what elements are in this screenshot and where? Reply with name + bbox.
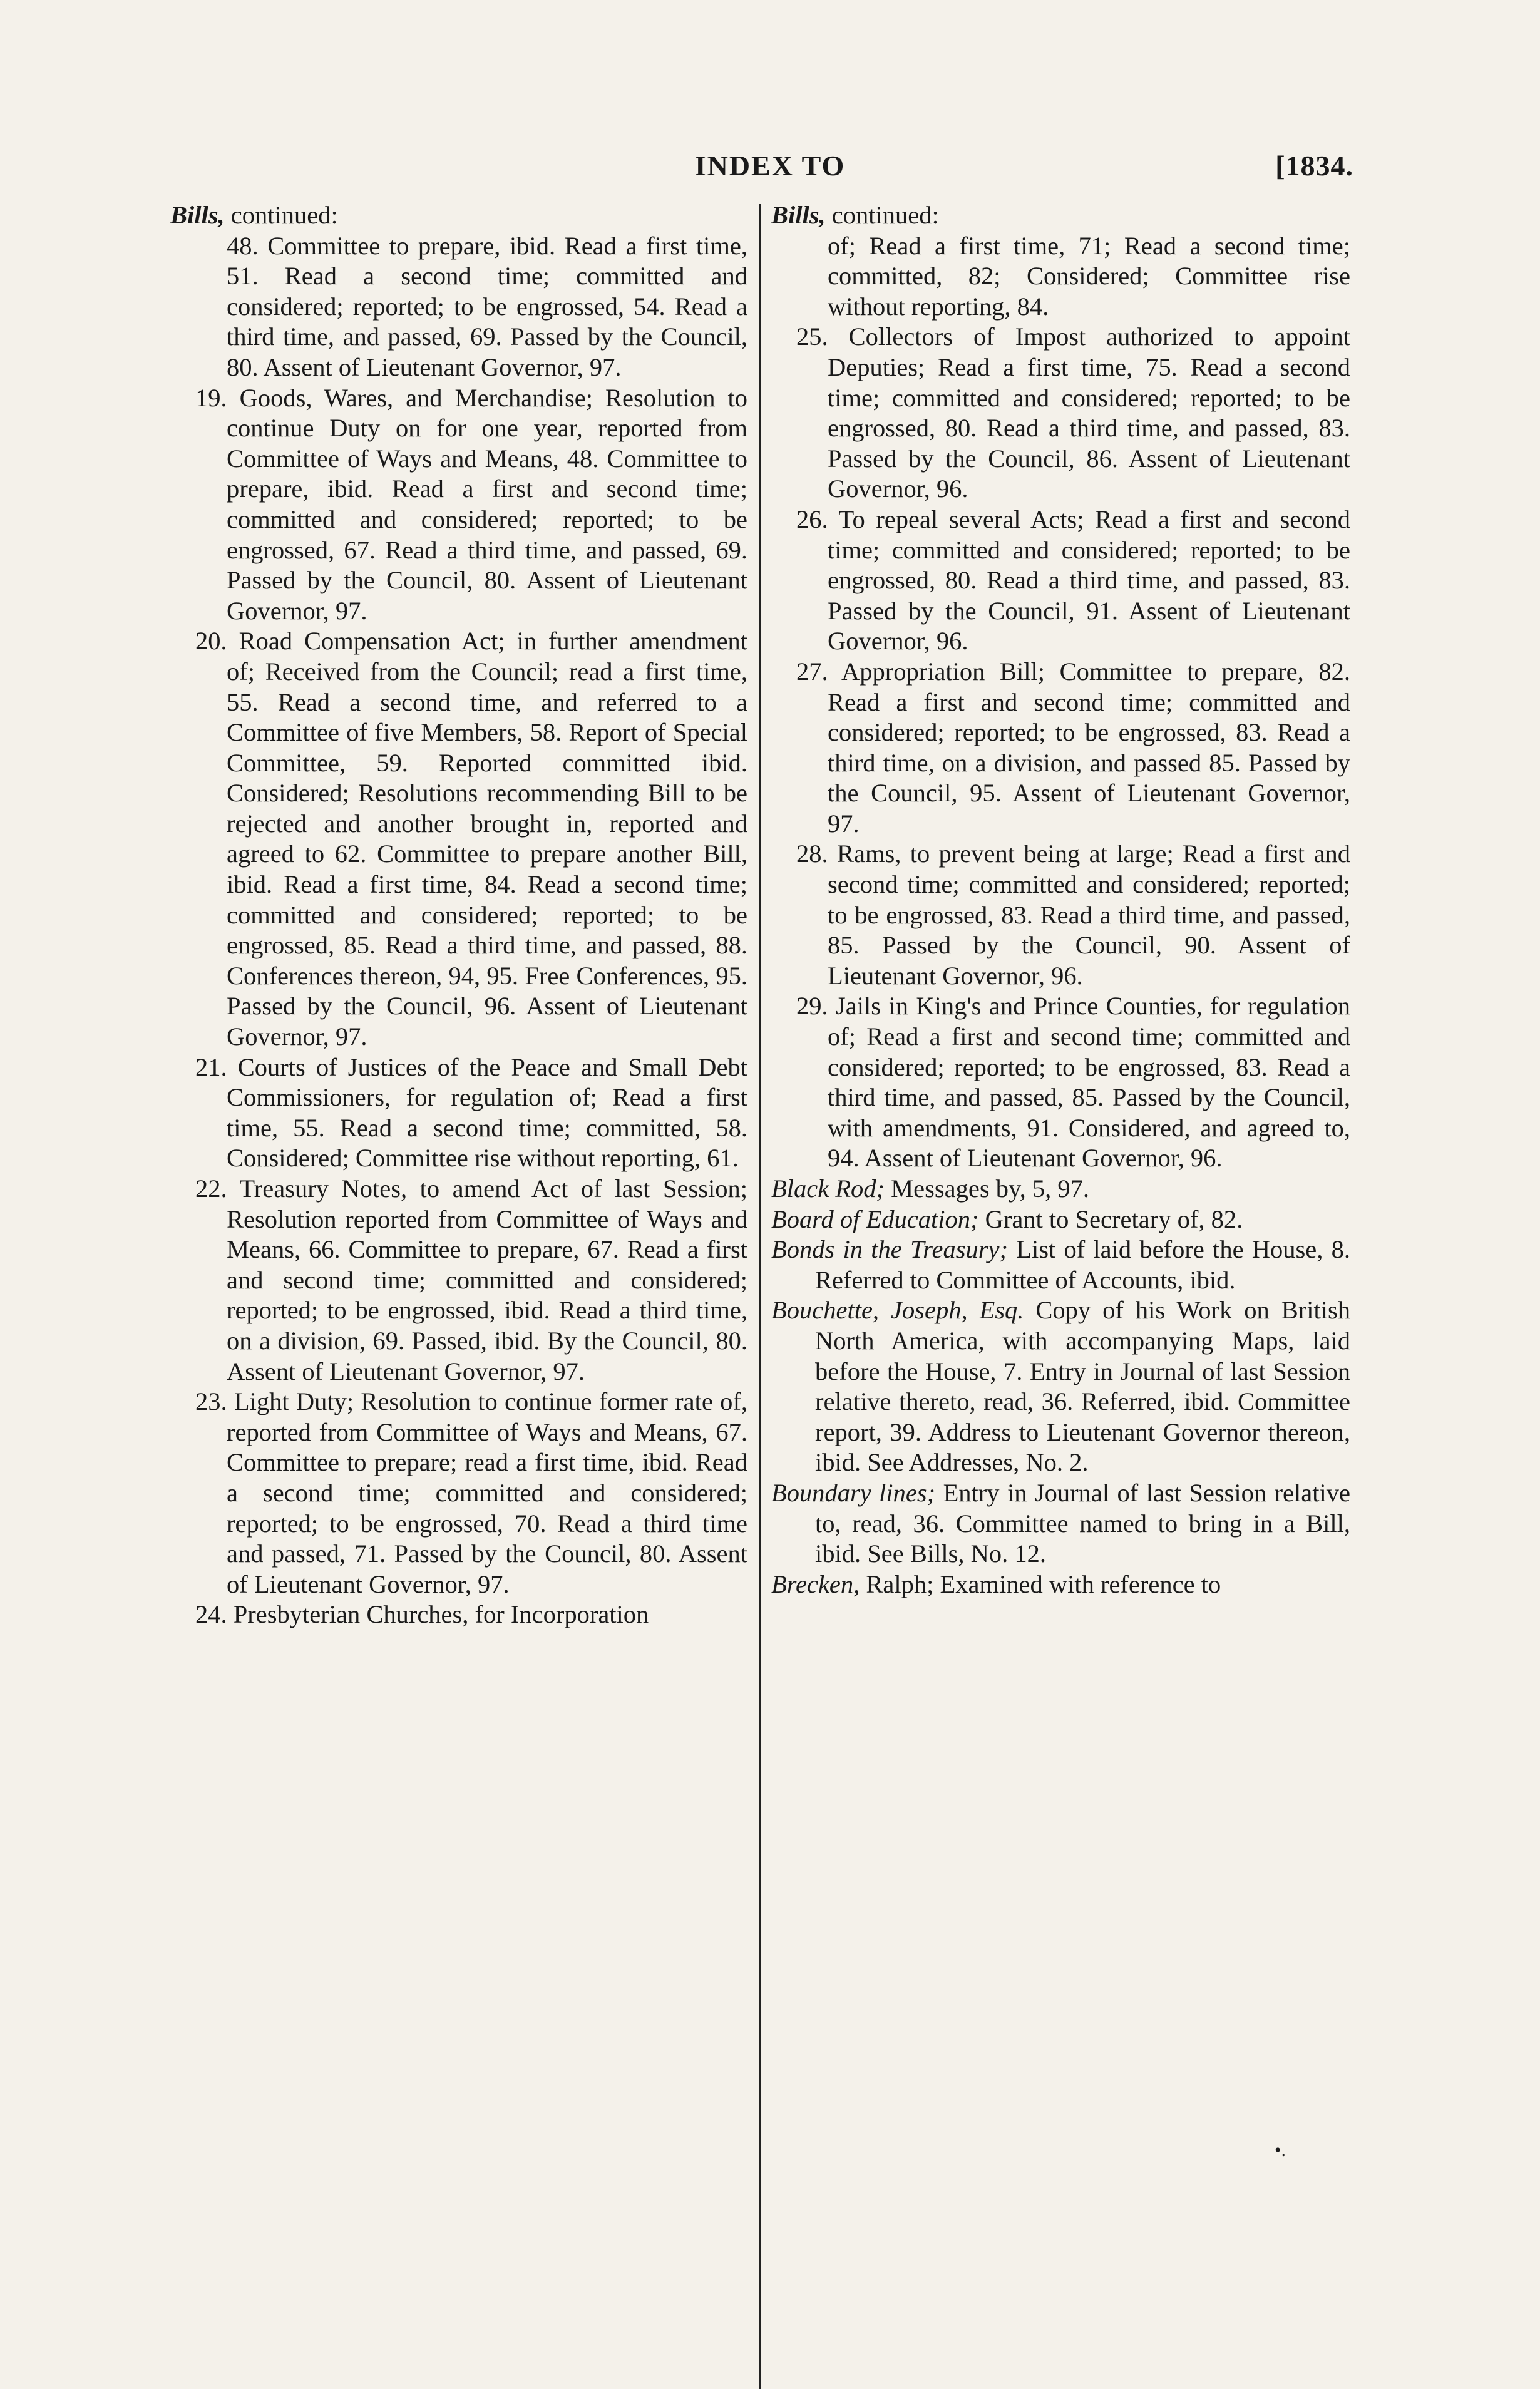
index-entry-text: Ralph; Examined with reference to [860, 1570, 1221, 1598]
index-entry [771, 231, 1350, 322]
index-entry [771, 1570, 1350, 1600]
right-column [771, 200, 1350, 1600]
index-entry [771, 1478, 1350, 1570]
index-entry [170, 231, 747, 383]
index-entry [771, 1205, 1350, 1235]
index-entry-text: 48. Committee to prepare, ibid. Read a first time, 51. Read a second time; committed and considered; reported; to be engrossed, 54. Read a third time, and passed, 69. Passed by the Council, 80. Assent of Lieutenant Governor, 97. [227, 231, 747, 381]
index-entry [170, 626, 747, 1052]
index-entry [771, 1235, 1350, 1295]
index-term: Boundary lines; [771, 1478, 936, 1507]
index-entry-text: 19. Goods, Wares, and Merchandise; Resolution to continue Duty on for one year, reported from Committee of Ways and Means, 48. Committee to prepare, ibid. Read a first and second time; committed and considered; reported; to be engrossed, 67. Read a third time, and passed, 69. Passed by the Council, 80. Assent of Lieutenant Governor, 97. [195, 383, 747, 625]
index-entry-text: 26. To repeal several Acts; Read a first and second time; committed and considered; reported; to be engrossed, 80. Read a third time, and passed, 83. Passed by the Council, 91. Assent of Lieutenant Governor, 96. [796, 505, 1350, 655]
index-entry [771, 1174, 1350, 1205]
index-entry [170, 1387, 747, 1600]
index-entry-text: 22. Treasury Notes, to amend Act of last Session; Resolution reported from Committee of Ways and Means, 66. Committee to prepare, 67. Read a first and second time; committed and considered; reported; to be engrossed, ibid. Read a third time, on a division, 69. Passed, ibid. By the Council, 80. Assent of Lieutenant Governor, 97. [195, 1174, 747, 1385]
index-entry-text: Copy of his Work on British North America, with accompanying Maps, laid before the House, 7. Entry in Journal of last Session relative thereto, read, 36. Referred, ibid. Committee report, 39. Address to Lieutenant Governor thereon, ibid. See Addresses, No. 2. [815, 1296, 1350, 1477]
index-entry-text: 27. Appropriation Bill; Committee to prepare, 82. Read a first and second time; committed and considered; reported; to be engrossed, 83. Read a third time, on a division, and passed 85. Passed by the Council, 95. Assent of Lieutenant Governor, 97. [796, 657, 1350, 838]
index-entry-text: 23. Light Duty; Resolution to continue former rate of, reported from Committee of Ways and Means, 67. Committee to prepare; read a first time, ibid. Read a second time; committed and considered; reported; to be engrossed, 70. Read a third time and passed, 71. Passed by the Council, 80. Assent of Lieutenant Governor, 97. [195, 1387, 747, 1598]
left-heading-term: Bills, [170, 201, 225, 229]
index-entry-text: 29. Jails in King's and Prince Counties, for regulation of; Read a first and second time; committed and considered; reported; to be engrossed, 83. Read a third time, and passed, 85. Passed by the Council, with amendments, 91. Considered, and agreed to, 94. Assent of Lieutenant Governor, 96. [796, 992, 1350, 1173]
index-term: Black Rod; [771, 1174, 885, 1203]
column-divider [759, 204, 761, 2389]
index-entry [170, 1052, 747, 1174]
index-entry [771, 991, 1350, 1174]
index-entry-text: List of laid before the House, 8. Referred to Committee of Accounts, ibid. [815, 1235, 1351, 1294]
right-heading-rest: continued: [825, 201, 939, 229]
index-entry-text: 24. Presbyterian Churches, for Incorporation [195, 1600, 649, 1629]
index-entry-text: 20. Road Compensation Act; in further amendment of; Received from the Council; read a first time, 55. Read a second time, and referred to a Committee of five Members, 58. Report of Special Committee, 59. Reported committed ibid. Considered; Resolutions recommending Bill to be rejected and another brought in, reported and agreed to 62. Committee to prepare another Bill, ibid. Read a first time, 84. Read a second time; committed and considered; reported; to be engrossed, 85. Read a third time, and passed, 88. Conferences thereon, 94, 95. Free Conferences, 95. Passed by the Council, 96. Assent of Lieutenant Governor, 97. [195, 627, 747, 1051]
index-entry [170, 1600, 747, 1630]
index-entry [170, 383, 747, 627]
index-entry [771, 322, 1350, 505]
index-entry [771, 657, 1350, 840]
index-entry-text: of; Read a first time, 71; Read a second time; committed, 82; Considered; Committee rise without reporting, 84. [828, 231, 1350, 321]
index-entry [771, 1295, 1350, 1478]
index-term: Bonds in the Treasury; [771, 1235, 1008, 1264]
index-entry [170, 1174, 747, 1387]
left-column-heading [170, 200, 747, 231]
index-entry-text: 21. Courts of Justices of the Peace and Small Debt Commissioners, for regulation of; Read a first time, 55. Read a second time; committed, 58. Considered; Committee rise without reporting, 61. [195, 1052, 747, 1173]
right-heading-term: Bills, [771, 201, 826, 229]
page-title: INDEX TO [694, 150, 846, 182]
running-head [0, 149, 1540, 199]
index-term: Brecken, [771, 1570, 860, 1598]
index-entry-text: Messages by, 5, 97. [885, 1174, 1090, 1203]
footer-mark: •. [1275, 2140, 1286, 2160]
index-entry [771, 839, 1350, 991]
index-entry-text: Entry in Journal of last Session relative to, read, 36. Committee named to bring in a Bill, ibid. See Bills, No. 12. [815, 1478, 1350, 1568]
page-year: [1834. [1275, 150, 1353, 182]
index-entry [771, 505, 1350, 657]
index-term: Board of Education; [771, 1205, 979, 1233]
index-term: Bouchette, Joseph, Esq. [771, 1296, 1024, 1325]
right-column-heading [771, 200, 1350, 231]
index-entry-text: 28. Rams, to prevent being at large; Read a first and second time; committed and considered; reported; to be engrossed, 83. Read a third time, and passed, 85. Passed by the Council, 90. Assent of Lieutenant Governor, 96. [796, 840, 1350, 990]
left-heading-rest: continued: [224, 201, 338, 229]
left-column [170, 200, 747, 1630]
index-entry-text: Grant to Secretary of, 82. [978, 1205, 1243, 1233]
index-entry-text: 25. Collectors of Impost authorized to appoint Deputies; Read a first time, 75. Read a second time; committed and considered; reported; to be engrossed, 80. Read a third time, and passed, 83. Passed by the Council, 86. Assent of Lieutenant Governor, 96. [796, 322, 1350, 503]
